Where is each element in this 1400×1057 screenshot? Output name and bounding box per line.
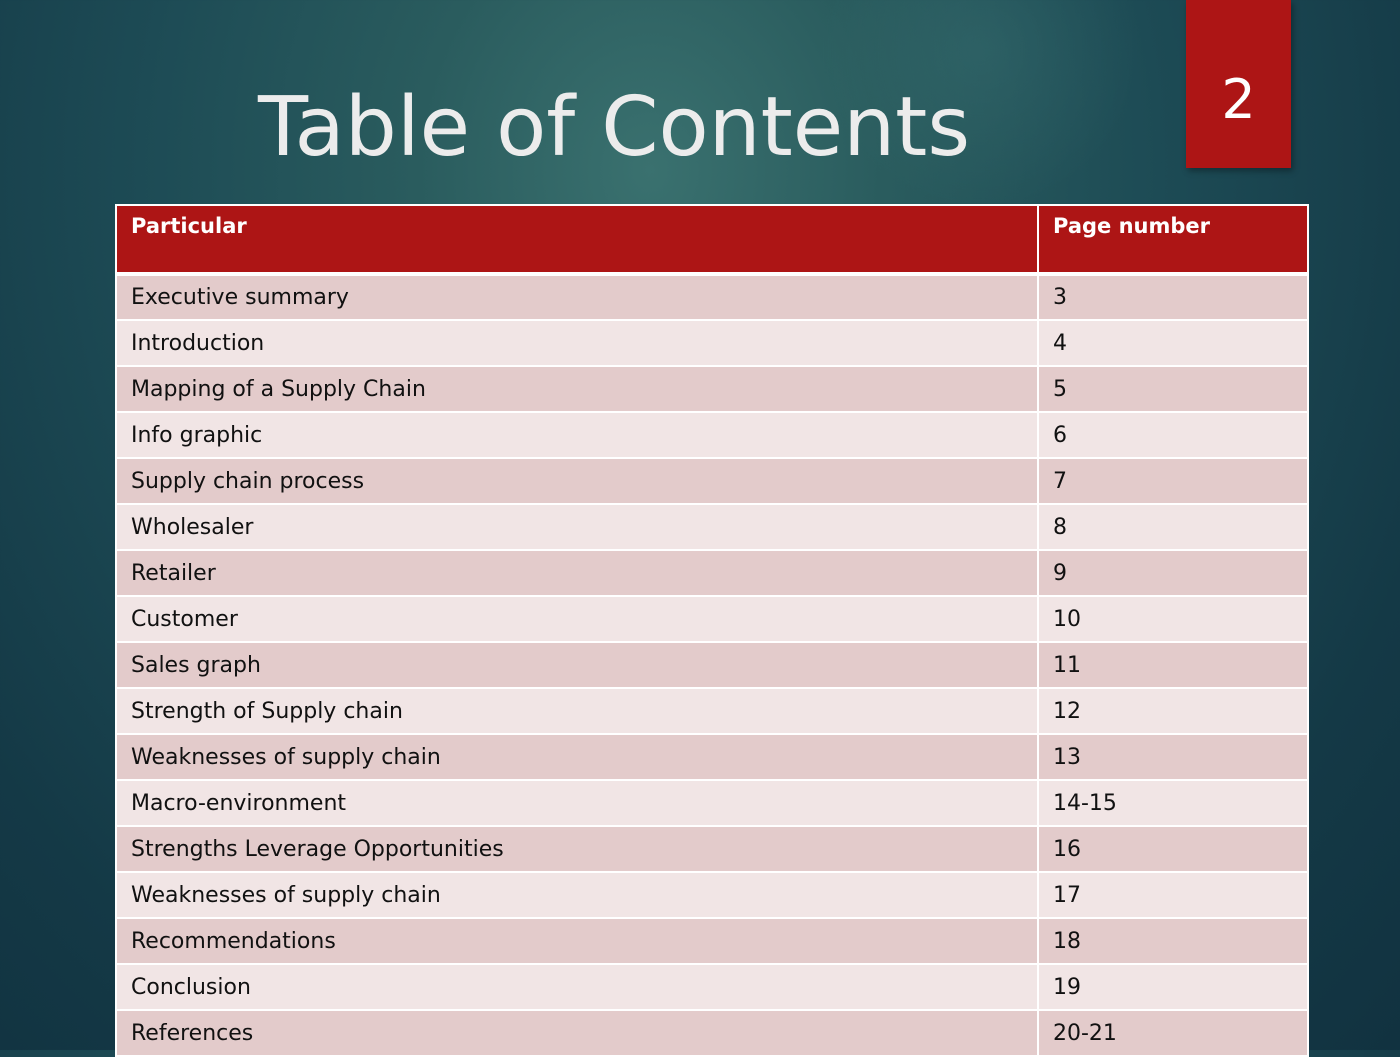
table-row <box>116 458 1308 504</box>
table-row <box>116 412 1308 458</box>
toc-entry-particular: Strength of Supply chain <box>116 688 1038 734</box>
toc-entry-particular: Customer <box>116 596 1038 642</box>
toc-entry-particular: Sales graph <box>116 642 1038 688</box>
toc-body <box>116 274 1308 1056</box>
toc-entry-page: 20-21 <box>1038 1010 1308 1056</box>
table-row <box>116 734 1308 780</box>
column-header-particular: Particular <box>116 205 1038 274</box>
toc-entry-particular: Recommendations <box>116 918 1038 964</box>
table-row <box>116 274 1308 320</box>
toc-entry-page: 14-15 <box>1038 780 1308 826</box>
toc-entry-page: 4 <box>1038 320 1308 366</box>
table-row <box>116 596 1308 642</box>
table-row <box>116 918 1308 964</box>
toc-entry-page: 10 <box>1038 596 1308 642</box>
toc-entry-particular: Supply chain process <box>116 458 1038 504</box>
toc-entry-page: 7 <box>1038 458 1308 504</box>
toc-entry-particular: Strengths Leverage Opportunities <box>116 826 1038 872</box>
toc-entry-page: 8 <box>1038 504 1308 550</box>
toc-entry-page: 9 <box>1038 550 1308 596</box>
table-row <box>116 366 1308 412</box>
toc-header-row <box>116 205 1308 274</box>
toc-entry-particular: Introduction <box>116 320 1038 366</box>
toc-entry-particular: Retailer <box>116 550 1038 596</box>
table-row <box>116 688 1308 734</box>
table-row <box>116 1010 1308 1056</box>
toc-entry-page: 12 <box>1038 688 1308 734</box>
toc-entry-particular: Wholesaler <box>116 504 1038 550</box>
page-number-badge <box>1186 0 1291 168</box>
toc-entry-page: 6 <box>1038 412 1308 458</box>
toc-entry-particular: Executive summary <box>116 274 1038 320</box>
toc-entry-particular: Weaknesses of supply chain <box>116 734 1038 780</box>
toc-entry-page: 13 <box>1038 734 1308 780</box>
toc-entry-page: 19 <box>1038 964 1308 1010</box>
toc-entry-page: 16 <box>1038 826 1308 872</box>
toc-entry-page: 5 <box>1038 366 1308 412</box>
toc-entry-particular: Weaknesses of supply chain <box>116 872 1038 918</box>
table-row <box>116 780 1308 826</box>
slide-title: Table of Contents <box>258 80 971 175</box>
toc-entry-page: 18 <box>1038 918 1308 964</box>
column-header-page-number: Page number <box>1038 205 1308 274</box>
toc-entry-page: 3 <box>1038 274 1308 320</box>
toc-entry-particular: Mapping of a Supply Chain <box>116 366 1038 412</box>
toc-table <box>115 204 1309 1057</box>
table-row <box>116 642 1308 688</box>
table-row <box>116 320 1308 366</box>
table-row <box>116 550 1308 596</box>
table-row <box>116 504 1308 550</box>
toc-entry-particular: Info graphic <box>116 412 1038 458</box>
page-number: 2 <box>1221 68 1256 131</box>
table-row <box>116 826 1308 872</box>
toc-entry-page: 11 <box>1038 642 1308 688</box>
toc-entry-particular: Macro-environment <box>116 780 1038 826</box>
table-row <box>116 964 1308 1010</box>
toc-entry-particular: Conclusion <box>116 964 1038 1010</box>
toc-entry-page: 17 <box>1038 872 1308 918</box>
table-row <box>116 872 1308 918</box>
toc-entry-particular: References <box>116 1010 1038 1056</box>
